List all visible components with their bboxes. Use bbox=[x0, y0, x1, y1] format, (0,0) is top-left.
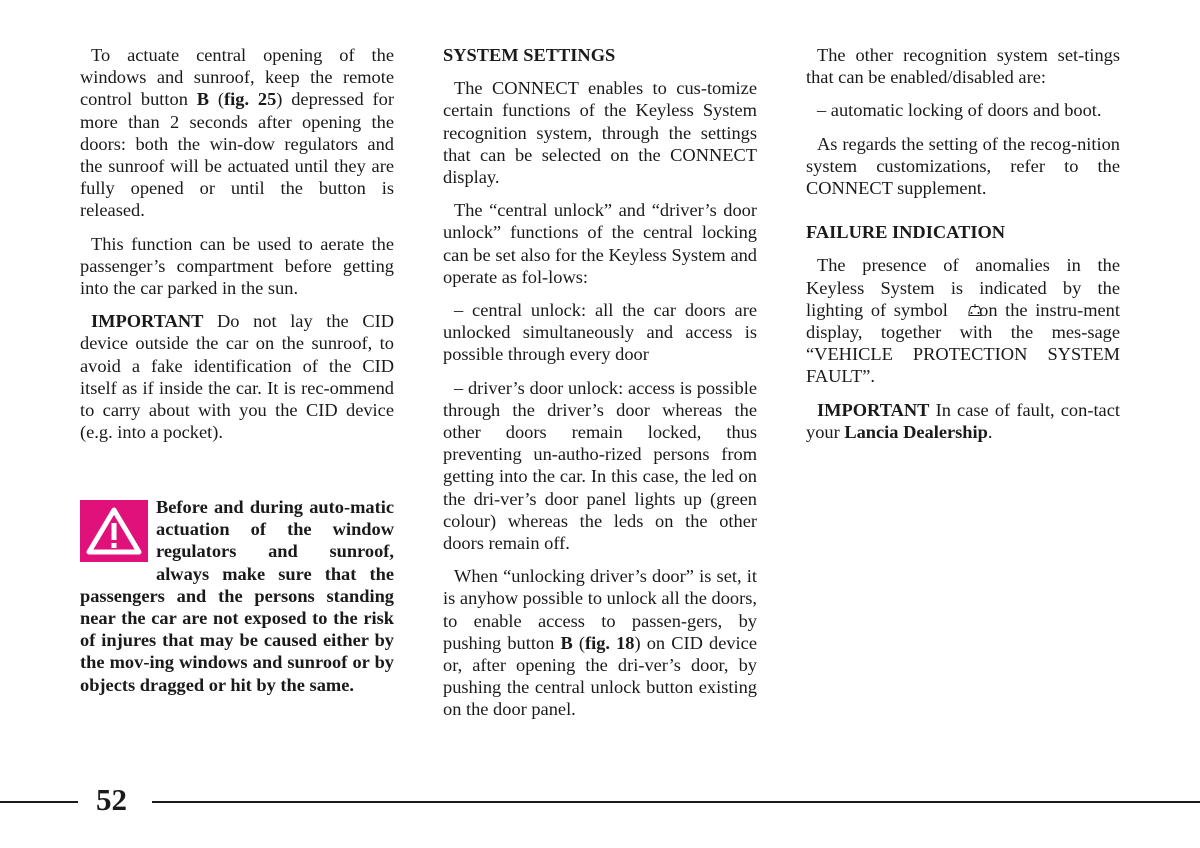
button-ref: B bbox=[560, 632, 573, 653]
paragraph-auto-locking: – automatic locking of doors and boot. bbox=[817, 100, 1102, 121]
paragraph-anomalies: The presence of anomalies in the Keyless System is indicated by the lighting of symbol on the instru-ment display, together with the mes-sage “VEHICLE PROTECTION SYSTEM FAULT”. bbox=[806, 255, 1120, 387]
column-2 bbox=[443, 44, 757, 732]
paragraph-central-unlock: – central unlock: all the car doors are unlocked simultaneously and access is possible through every door bbox=[443, 300, 757, 365]
footer-rule-right bbox=[152, 801, 1200, 803]
paragraph-driver-door-unlock: – driver’s door unlock: access is possible through the driver’s door whereas the other doors remain locked, thus preventing un-autho-rized persons from getting into the car. In this case, the led on the dri-ver’s door panel lights up (green colour) whereas the leds on the other doors remain off. bbox=[443, 377, 757, 554]
warning-text: Before and during auto-matic actuation of the window regulators and sunroof, always make sure that the passengers and the persons standing near the car are not exposed to the risk of injures that may be caused either by the mov-ing windows and sunroof or by objects dragged or hit by the same. bbox=[80, 497, 394, 695]
figure-ref: fig. 18 bbox=[584, 632, 635, 653]
page-number: 52 bbox=[96, 782, 127, 817]
column-3 bbox=[806, 44, 1120, 454]
button-ref: B bbox=[196, 89, 210, 110]
column-1 bbox=[80, 44, 394, 454]
dealership-name: Lancia Dealership bbox=[844, 421, 988, 442]
important-label: IMPORTANT bbox=[817, 399, 930, 420]
paragraph-important-cid: IMPORTANT Do not lay the CID device outside the car on the sunroof, to avoid a fake identification of the CID itself as if inside the car. It is rec-ommend to carry about with you the CID device (e.g. into a pocket). bbox=[80, 311, 394, 443]
paragraph-unlocking-all: When “unlocking driver’s door” is set, it is anyhow possible to unlock all the doors, to enable access to passen-gers, by pushing button B (fig. 18) on CID device or, after opening the dri-ver’s door, by pushing the central unlock button existing on the door panel. bbox=[443, 566, 757, 720]
footer-rule-left bbox=[0, 801, 78, 803]
important-label: IMPORTANT bbox=[91, 311, 204, 332]
paragraph-unlock-functions: The “central unlock” and “driver’s door unlock” functions of the central locking can be set also for the Keyless System and operate as fol-lows: bbox=[443, 200, 757, 287]
car-protection-icon bbox=[956, 301, 972, 316]
paragraph-aerate: This function can be used to aerate the passenger’s compartment before getting into the car parked in the sun. bbox=[80, 233, 394, 299]
warning-box bbox=[80, 496, 394, 696]
paragraph-other-settings: The other recognition system set-tings that can be enabled/disabled are: bbox=[806, 45, 1120, 88]
warning-triangle-icon bbox=[80, 500, 148, 562]
figure-ref: fig. 25 bbox=[224, 89, 277, 110]
paragraph-connect: The CONNECT enables to cus-tomize certain functions of the Keyless System recognition system, through the settings that can be selected on the CONNECT display. bbox=[443, 78, 757, 188]
paragraph-important-fault: IMPORTANT In case of fault, con-tact your Lancia Dealership. bbox=[806, 399, 1120, 442]
heading-system-settings: SYSTEM SETTINGS bbox=[443, 45, 616, 65]
paragraph-customizations: As regards the setting of the recog-nition system customizations, refer to the CONNECT supplement. bbox=[806, 133, 1120, 199]
heading-failure-indication: FAILURE INDICATION bbox=[806, 222, 1006, 243]
paragraph-central-opening: To actuate central opening of the windows and sunroof, keep the remote control button B (fig. 25) depressed for more than 2 seconds after opening the doors: both the win-dow regulators and the sunroof will be actuated until they are fully opened or until the button is released. bbox=[80, 45, 395, 221]
